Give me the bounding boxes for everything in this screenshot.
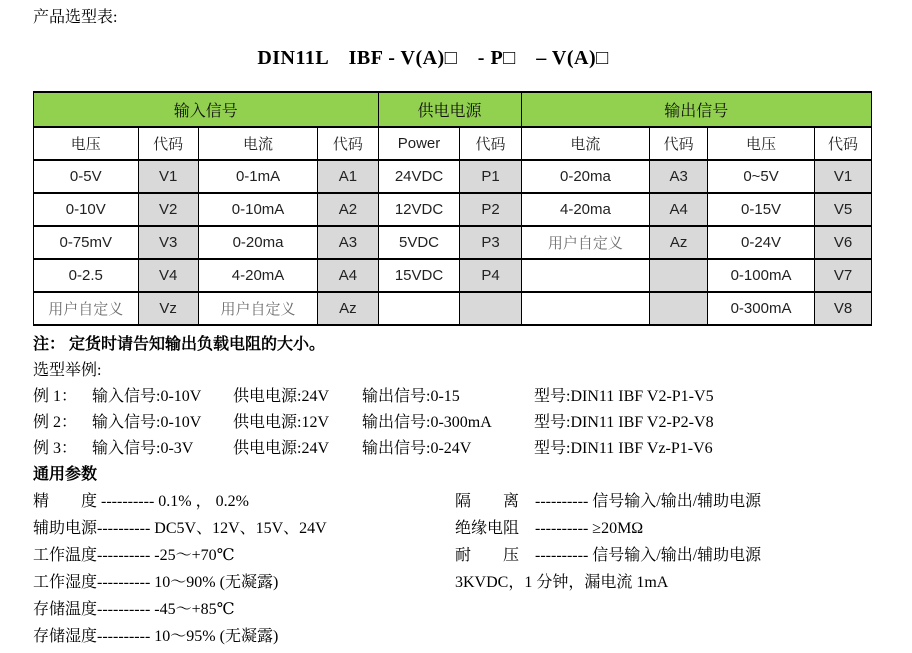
table-cell: V2 xyxy=(138,193,198,226)
table-cell: 0-20ma xyxy=(521,160,650,193)
table-cell: 0-100mA xyxy=(708,259,815,292)
table-cell: 0-75mV xyxy=(34,226,139,259)
examples-list xyxy=(33,384,892,462)
table-cell: V6 xyxy=(815,226,872,259)
table-cell: Az xyxy=(318,292,378,325)
example-number: 例 2： xyxy=(33,414,78,431)
table-cell: A4 xyxy=(650,193,708,226)
example-line xyxy=(33,410,892,436)
table-cell: V8 xyxy=(815,292,872,325)
example-power: 供电电源:24V xyxy=(233,388,330,405)
table-cell: 0-300mA xyxy=(708,292,815,325)
table-cell: A1 xyxy=(318,160,378,193)
table-cell: V5 xyxy=(815,193,872,226)
table-cell: 0-24V xyxy=(708,226,815,259)
example-output: 输出信号:0-24V xyxy=(362,440,472,457)
table-cell: 0-10V xyxy=(34,193,139,226)
table-cell: V3 xyxy=(138,226,198,259)
example-output: 输出信号:0-300mA xyxy=(362,414,492,431)
table-cell xyxy=(460,292,521,325)
table-cell: 24VDC xyxy=(378,160,460,193)
example-input: 输入信号:0-10V xyxy=(92,414,202,431)
table-cell: A3 xyxy=(318,226,378,259)
column-header: 代码 xyxy=(138,127,198,160)
table-row xyxy=(34,292,872,325)
table-cell: A4 xyxy=(318,259,378,292)
params-columns xyxy=(33,488,892,650)
example-model: 型号:DIN11 IBF Vz-P1-V6 xyxy=(534,440,713,457)
product-model-title: DIN11L IBF - V(A)□ - P□ – V(A)□ xyxy=(257,47,609,69)
order-note: 注： 定货时请告知输出负载电阻的大小。 xyxy=(33,336,326,353)
param-line: 耐 压 ---------- 信号输入/输出/辅助电源 xyxy=(455,547,762,564)
example-number: 例 1： xyxy=(33,388,78,405)
table-cell: V7 xyxy=(815,259,872,292)
param-line: 工作湿度---------- 10～90% (无凝露) xyxy=(33,574,279,591)
table-cell: P4 xyxy=(460,259,521,292)
table-cell xyxy=(521,292,650,325)
param-line: 绝缘电阻 ---------- ≥20MΩ xyxy=(455,520,644,537)
table-row xyxy=(34,160,872,193)
example-power: 供电电源:12V xyxy=(233,414,330,431)
params-heading: 通用参数 xyxy=(33,466,98,483)
column-header: 电流 xyxy=(198,127,318,160)
param-line: 3KVDC，1 分钟，漏电流 1mA xyxy=(455,574,669,591)
table-row xyxy=(34,226,872,259)
example-model: 型号:DIN11 IBF V2-P1-V5 xyxy=(534,388,714,405)
param-line: 工作温度---------- -25～+70℃ xyxy=(33,547,235,564)
table-cell: Az xyxy=(650,226,708,259)
table-row xyxy=(34,193,872,226)
table-cell: 0~5V xyxy=(708,160,815,193)
table-cell: V1 xyxy=(815,160,872,193)
column-header: 电压 xyxy=(34,127,139,160)
example-number: 例 3： xyxy=(33,440,78,457)
table-cell: 0-10mA xyxy=(198,193,318,226)
table-section-row xyxy=(34,92,872,127)
table-cell: Vz xyxy=(138,292,198,325)
table-cell: 0-2.5 xyxy=(34,259,139,292)
examples-heading: 选型举例: xyxy=(33,362,102,379)
param-line: 隔 离 ---------- 信号输入/输出/辅助电源 xyxy=(455,493,762,510)
params-left-column xyxy=(33,488,455,650)
table-cell: 0-5V xyxy=(34,160,139,193)
example-input: 输入信号:0-10V xyxy=(92,388,202,405)
example-power: 供电电源:24V xyxy=(233,440,330,457)
selection-table xyxy=(33,91,872,326)
example-line xyxy=(33,384,892,410)
table-cell: 4-20mA xyxy=(198,259,318,292)
section-header-output: 输出信号 xyxy=(521,92,871,127)
column-header: Power xyxy=(378,127,460,160)
table-cell: 0-20ma xyxy=(198,226,318,259)
doc-label: 产品选型表: xyxy=(33,9,118,26)
table-cell: 0-15V xyxy=(708,193,815,226)
param-line: 辅助电源---------- DC5V、12V、15V、24V xyxy=(33,520,327,537)
table-row xyxy=(34,259,872,292)
column-header: 电压 xyxy=(708,127,815,160)
table-subheader-row xyxy=(34,127,872,160)
table-cell: 15VDC xyxy=(378,259,460,292)
table-cell: 用户自定义 xyxy=(34,292,139,325)
table-cell: 用户自定义 xyxy=(521,226,650,259)
column-header: 代码 xyxy=(318,127,378,160)
table-cell: P1 xyxy=(460,160,521,193)
table-cell: V4 xyxy=(138,259,198,292)
column-header: 电流 xyxy=(521,127,650,160)
params-right-column xyxy=(455,488,892,650)
section-header-input: 输入信号 xyxy=(34,92,379,127)
table-cell xyxy=(521,259,650,292)
table-cell xyxy=(650,292,708,325)
table-cell: 12VDC xyxy=(378,193,460,226)
example-input: 输入信号:0-3V xyxy=(92,440,194,457)
table-cell: A3 xyxy=(650,160,708,193)
table-cell: 用户自定义 xyxy=(198,292,318,325)
param-line: 存储湿度---------- 10～95% (无凝露) xyxy=(33,628,279,645)
table-cell: V1 xyxy=(138,160,198,193)
table-cell: P3 xyxy=(460,226,521,259)
table-cell: A2 xyxy=(318,193,378,226)
table-cell xyxy=(378,292,460,325)
column-header: 代码 xyxy=(460,127,521,160)
param-line: 精 度 ---------- 0.1% ， 0.2% xyxy=(33,493,249,510)
table-cell: 5VDC xyxy=(378,226,460,259)
table-cell xyxy=(650,259,708,292)
column-header: 代码 xyxy=(650,127,708,160)
table-cell: 4-20ma xyxy=(521,193,650,226)
table-cell: 0-1mA xyxy=(198,160,318,193)
table-cell: P2 xyxy=(460,193,521,226)
param-line: 存储温度---------- -45～+85℃ xyxy=(33,601,235,618)
example-line xyxy=(33,436,892,462)
example-output: 输出信号:0-15 xyxy=(362,388,460,405)
column-header: 代码 xyxy=(815,127,872,160)
section-header-power: 供电电源 xyxy=(378,92,521,127)
example-model: 型号:DIN11 IBF V2-P2-V8 xyxy=(534,414,714,431)
